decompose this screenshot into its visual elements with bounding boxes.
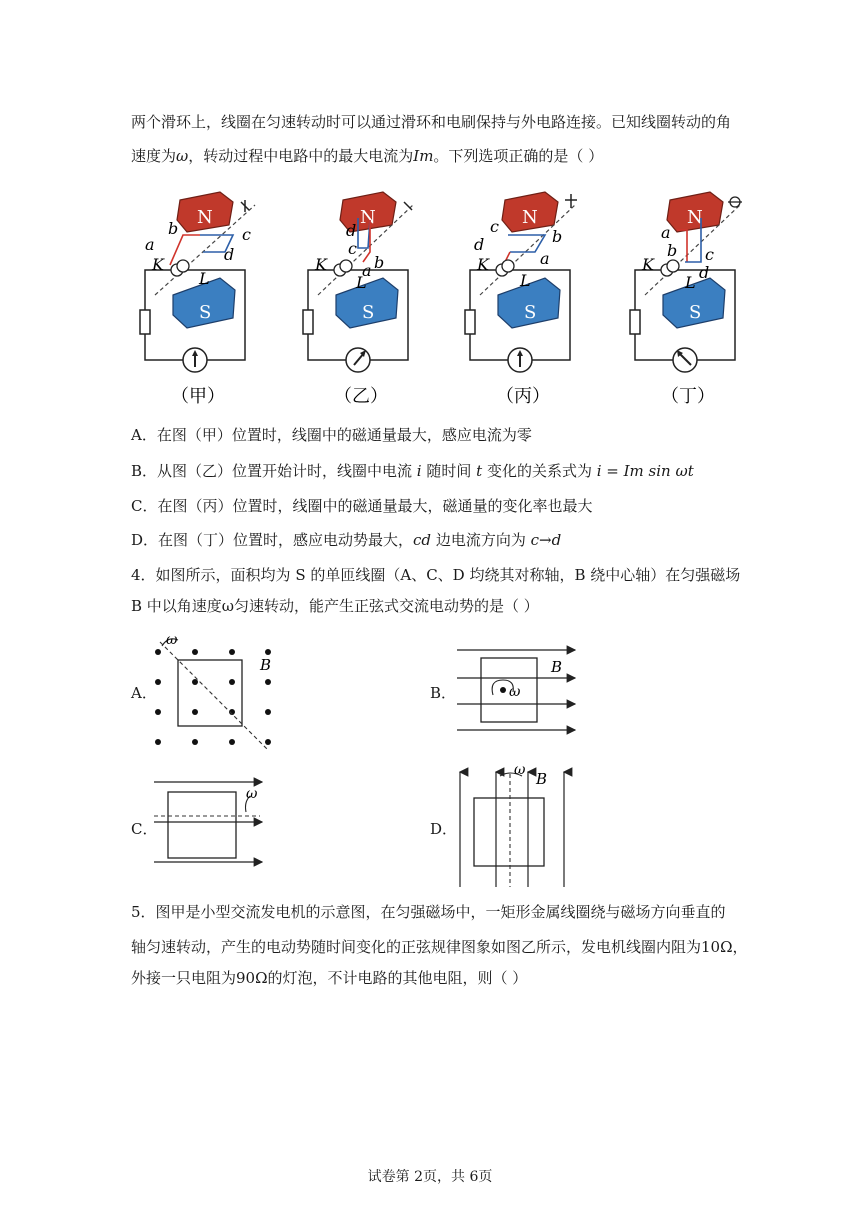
option-d: D．在图（丁）位置时，感应电动势最大，cd 边电流方向为 c→d [131, 531, 562, 549]
q4-label-c: C． [131, 820, 158, 838]
svg-text:L: L [520, 271, 531, 290]
svg-text:B: B [551, 658, 563, 676]
svg-text:a: a [661, 223, 671, 242]
svg-text:S: S [362, 302, 375, 323]
figure-label: （甲） [171, 386, 225, 407]
svg-text:K: K [477, 255, 489, 274]
svg-text:d: d [474, 235, 485, 254]
page-footer: 试卷第 2页，共 6页 [367, 1169, 493, 1185]
figure-yi [288, 190, 443, 415]
coil-letter: c [242, 225, 251, 244]
q4-label-d: D． [430, 820, 458, 838]
svg-text:S: S [689, 302, 702, 323]
figure-jia [125, 190, 280, 415]
q4-line-2: B 中以角速度ω匀速转动，能产生正弦式交流电动势的是（ ） [131, 597, 539, 615]
figure-bing [450, 190, 605, 415]
intro-text-a: 速度为 [131, 147, 177, 165]
q4-figure-a [150, 632, 290, 756]
svg-text:B: B [260, 656, 272, 674]
svg-text:S: S [199, 302, 212, 323]
q5-line-2: 轴匀速转动，产生的电动势随时间变化的正弦规律图象如图乙所示，发电机线圈内阻为10Ω， [131, 938, 748, 956]
max-current-symbol: Im [413, 147, 434, 165]
label-k: K [152, 255, 164, 274]
figure-label: （丙） [496, 386, 550, 407]
figure-label: （乙） [334, 386, 388, 407]
svg-text:a: a [362, 261, 372, 280]
svg-text:b: b [374, 253, 385, 272]
svg-text:b: b [552, 227, 563, 246]
svg-text:N: N [197, 207, 213, 228]
svg-text:a: a [540, 249, 550, 268]
q4-figure-d [450, 762, 590, 896]
option-a: A．在图（甲）位置时，线圈中的磁通量最大，感应电流为零 [131, 426, 532, 444]
svg-text:N: N [687, 207, 703, 228]
svg-text:ω: ω [246, 786, 258, 802]
coil-letter: b [168, 219, 179, 238]
svg-text:c: c [348, 239, 357, 258]
intro-text-b: ，转动过程中电路中的最大电流为 [188, 147, 414, 165]
svg-text:ω: ω [514, 762, 526, 778]
q5-line-1: 5．图甲是小型交流发电机的示意图，在匀强磁场中，一矩形金属线圈绕与磁场方向垂直的 [131, 903, 726, 921]
svg-text:ω: ω [509, 684, 521, 700]
svg-text:K: K [642, 255, 654, 274]
svg-text:ω: ω [166, 632, 178, 648]
svg-text:c: c [490, 217, 499, 236]
q4-label-b: B． [430, 684, 457, 702]
q4-line-1: 4．如图所示，面积均为 S 的单匝线圈（A、C、D 均绕其对称轴，B 绕中心轴）在匀强磁场 [131, 566, 741, 584]
intro-text-c: 。下列选项正确的是（ ） [433, 147, 604, 165]
q5-line-3: 外接一只电阻为90Ω的灯泡，不计电路的其他电阻，则（ ） [131, 969, 528, 987]
svg-text:b: b [667, 241, 678, 260]
coil-letter: a [145, 235, 155, 254]
svg-text:d: d [346, 221, 357, 240]
svg-text:S: S [524, 302, 537, 323]
coil-letter: d [224, 245, 235, 264]
q4-figure-c [152, 772, 272, 876]
intro-line-1: 两个滑环上，线圈在匀速转动时可以通过滑环和电刷保持与外电路连接。已知线圈转动的角 [131, 113, 732, 131]
svg-text:L: L [356, 273, 367, 292]
omega-symbol: ω [176, 147, 189, 165]
svg-text:B: B [536, 770, 548, 788]
formula: i = Im sin ωt [596, 462, 694, 480]
figure-ding [615, 190, 770, 415]
figure-label: （丁） [661, 386, 715, 407]
option-c: C．在图（丙）位置时，线圈中的磁通量最大，磁通量的变化率也最大 [131, 497, 593, 515]
svg-text:c: c [705, 245, 714, 264]
q4-label-a: A． [131, 684, 157, 702]
svg-text:L: L [685, 273, 696, 292]
label-l: L [199, 269, 210, 288]
svg-text:d: d [699, 263, 710, 282]
svg-text:N: N [360, 207, 376, 228]
q4-figure-b [455, 640, 585, 744]
generator-figures [125, 190, 765, 415]
svg-text:N: N [522, 207, 538, 228]
option-b: B．从图（乙）位置开始计时，线圈中电流 i 随时间 t 变化的关系式为 i = Im sin ωt [131, 462, 694, 480]
svg-text:K: K [315, 255, 327, 274]
intro-line-2 [131, 146, 603, 166]
